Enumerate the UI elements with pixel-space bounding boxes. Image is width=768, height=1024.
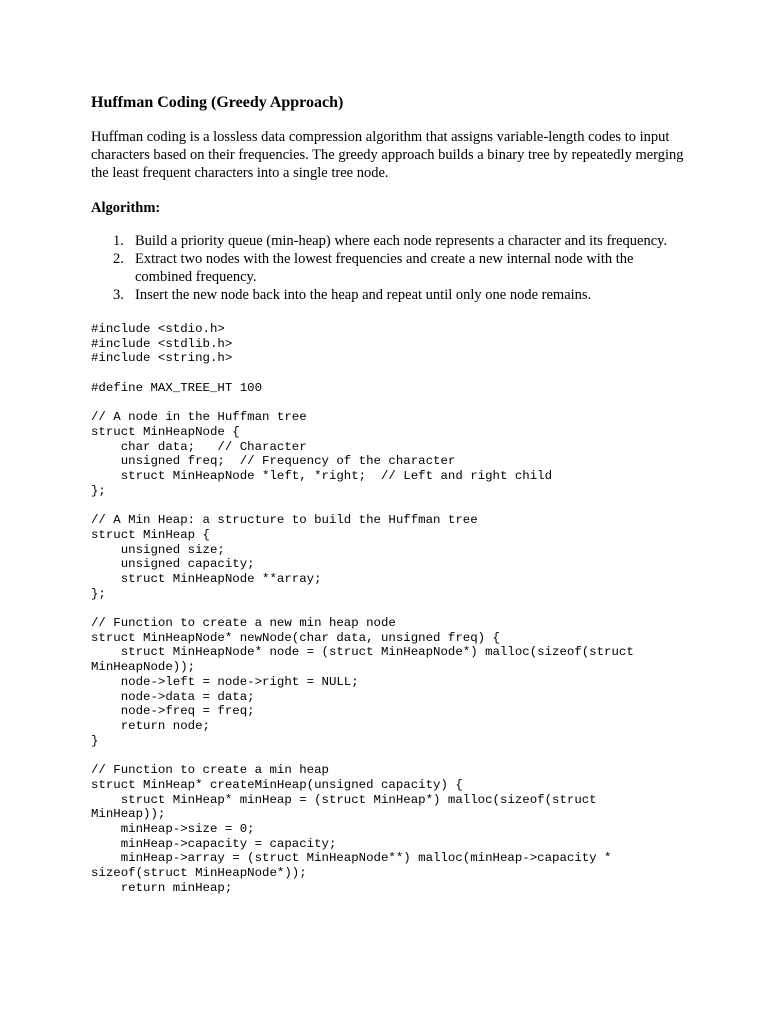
step-text: Build a priority queue (min-heap) where each node represents a character and its frequency.	[135, 233, 668, 249]
step-text: Insert the new node back into the heap and repeat until only one node remains.	[135, 287, 592, 303]
intro-paragraph: Huffman coding is a lossless data compression algorithm that assigns variable-length codes to input characters based on their frequencies. The greedy approach builds a binary tree by repeatedly merging the least frequent characters into a single tree node.	[91, 129, 684, 181]
step-text: Extract two nodes with the lowest frequencies and create a new internal node with the combined frequency.	[135, 251, 634, 285]
algorithm-heading: Algorithm:	[91, 200, 161, 216]
algorithm-steps-list	[91, 232, 691, 304]
step-number: 3.	[113, 287, 124, 303]
list-item	[91, 232, 691, 250]
document-title: Huffman Coding (Greedy Approach)	[91, 94, 344, 111]
list-item	[91, 286, 691, 304]
list-item	[91, 250, 691, 286]
code-block: #include <stdio.h> #include <stdlib.h> #include <string.h> #define MAX_TREE_HT 100 // A node in the Huffman tree struct MinHeapNode { char data; // Character unsigned freq; // Frequency of the character struct MinHeapNode *left, *right; // Left and right child }; // A Min Heap: a structure to build the Huffman tree struct MinHeap { unsigned size; unsigned capacity; struct MinHeapNode **array; }; // Function to create a new min heap node struct MinHeapNode* newNode(char data, unsigned freq) { struct MinHeapNode* node = (struct MinHeapNode*) malloc(sizeof(struct MinHeapNode)); node->left = node->right = NULL; node->data = data; node->freq = freq; return node; } // Function to create a min heap struct MinHeap* createMinHeap(unsigned capacity) { struct MinHeap* minHeap = (struct MinHeap*) malloc(sizeof(struct MinHeap)); minHeap->size = 0; minHeap->capacity = capacity; minHeap->array = (struct MinHeapNode**) malloc(minHeap->capacity * sizeof(struct MinHeapNode*)); return minHeap;	[91, 322, 634, 895]
step-number: 2.	[113, 251, 124, 267]
step-number: 1.	[113, 233, 124, 249]
document-page	[91, 92, 691, 895]
